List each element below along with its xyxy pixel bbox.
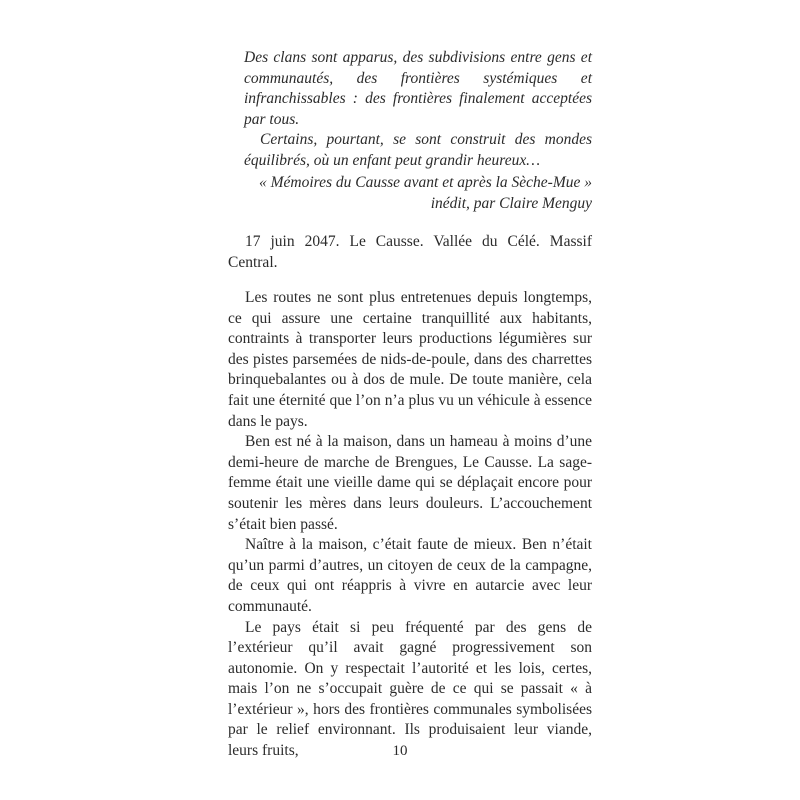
page-number: 10 [392,743,408,759]
attribution-source: « Mémoires du Causse avant et après la Sèche-Mue » [258,174,592,191]
body-paragraph: Le pays était si peu fréquenté par des gens de l’extérieur qu’il avait gagné progressivement son autonomie. On y respectait l’autorité et les lois, certes, mais l’on ne s’occupait guère de ce qui se passait « à l’extérieur », hors des frontières communales symbolisées par le relief environnant. Ils produisaient leur viande, leurs fruits, [228,618,592,760]
epigraph-attribution [200,172,592,214]
body-text [228,288,592,762]
body-paragraph: Ben est né à la maison, dans un hameau à moins d’une demi-heure de marche de Brengues, Le Causse. La sage-femme était une vieille dame qui se déplaçait encore pour soutenir les mères dans leurs douleurs. L’accouchement s’était bien passé. [228,433,592,533]
chapter-dateline: 17 juin 2047. Le Causse. Vallée du Célé. Massif Central. [228,233,592,271]
attribution-author: inédit, par Claire Menguy [430,195,592,212]
epigraph-paragraph: Certains, pourtant, se sont construit des mondes équilibrés, où un enfant peut grandir heureux… [244,131,592,169]
body-paragraph: Naître à la maison, c’était faute de mieux. Ben n’était qu’un parmi d’autres, un citoyen de ceux de la campagne, de ceux qui ont réappris à vivre en autarcie avec leur communauté. [228,536,592,615]
epigraph-paragraph: Des clans sont apparus, des subdivisions entre gens et communautés, des frontières systémiques et infranchissables : des frontières finalement acceptées par tous. [244,49,592,128]
epigraph [244,48,592,171]
body-paragraph: Les routes ne sont plus entretenues depuis longtemps, ce qui assure une certaine tranquillité aux habitants, contraints à transporter leurs productions légumières sur des pistes parsemées de nids-de-poule, dans des charrettes brinquebalantes ou à dos de mule. De toute manière, cela fait une éternité que l’on n’a plus vu un véhicule à essence dans le pays. [228,289,592,430]
